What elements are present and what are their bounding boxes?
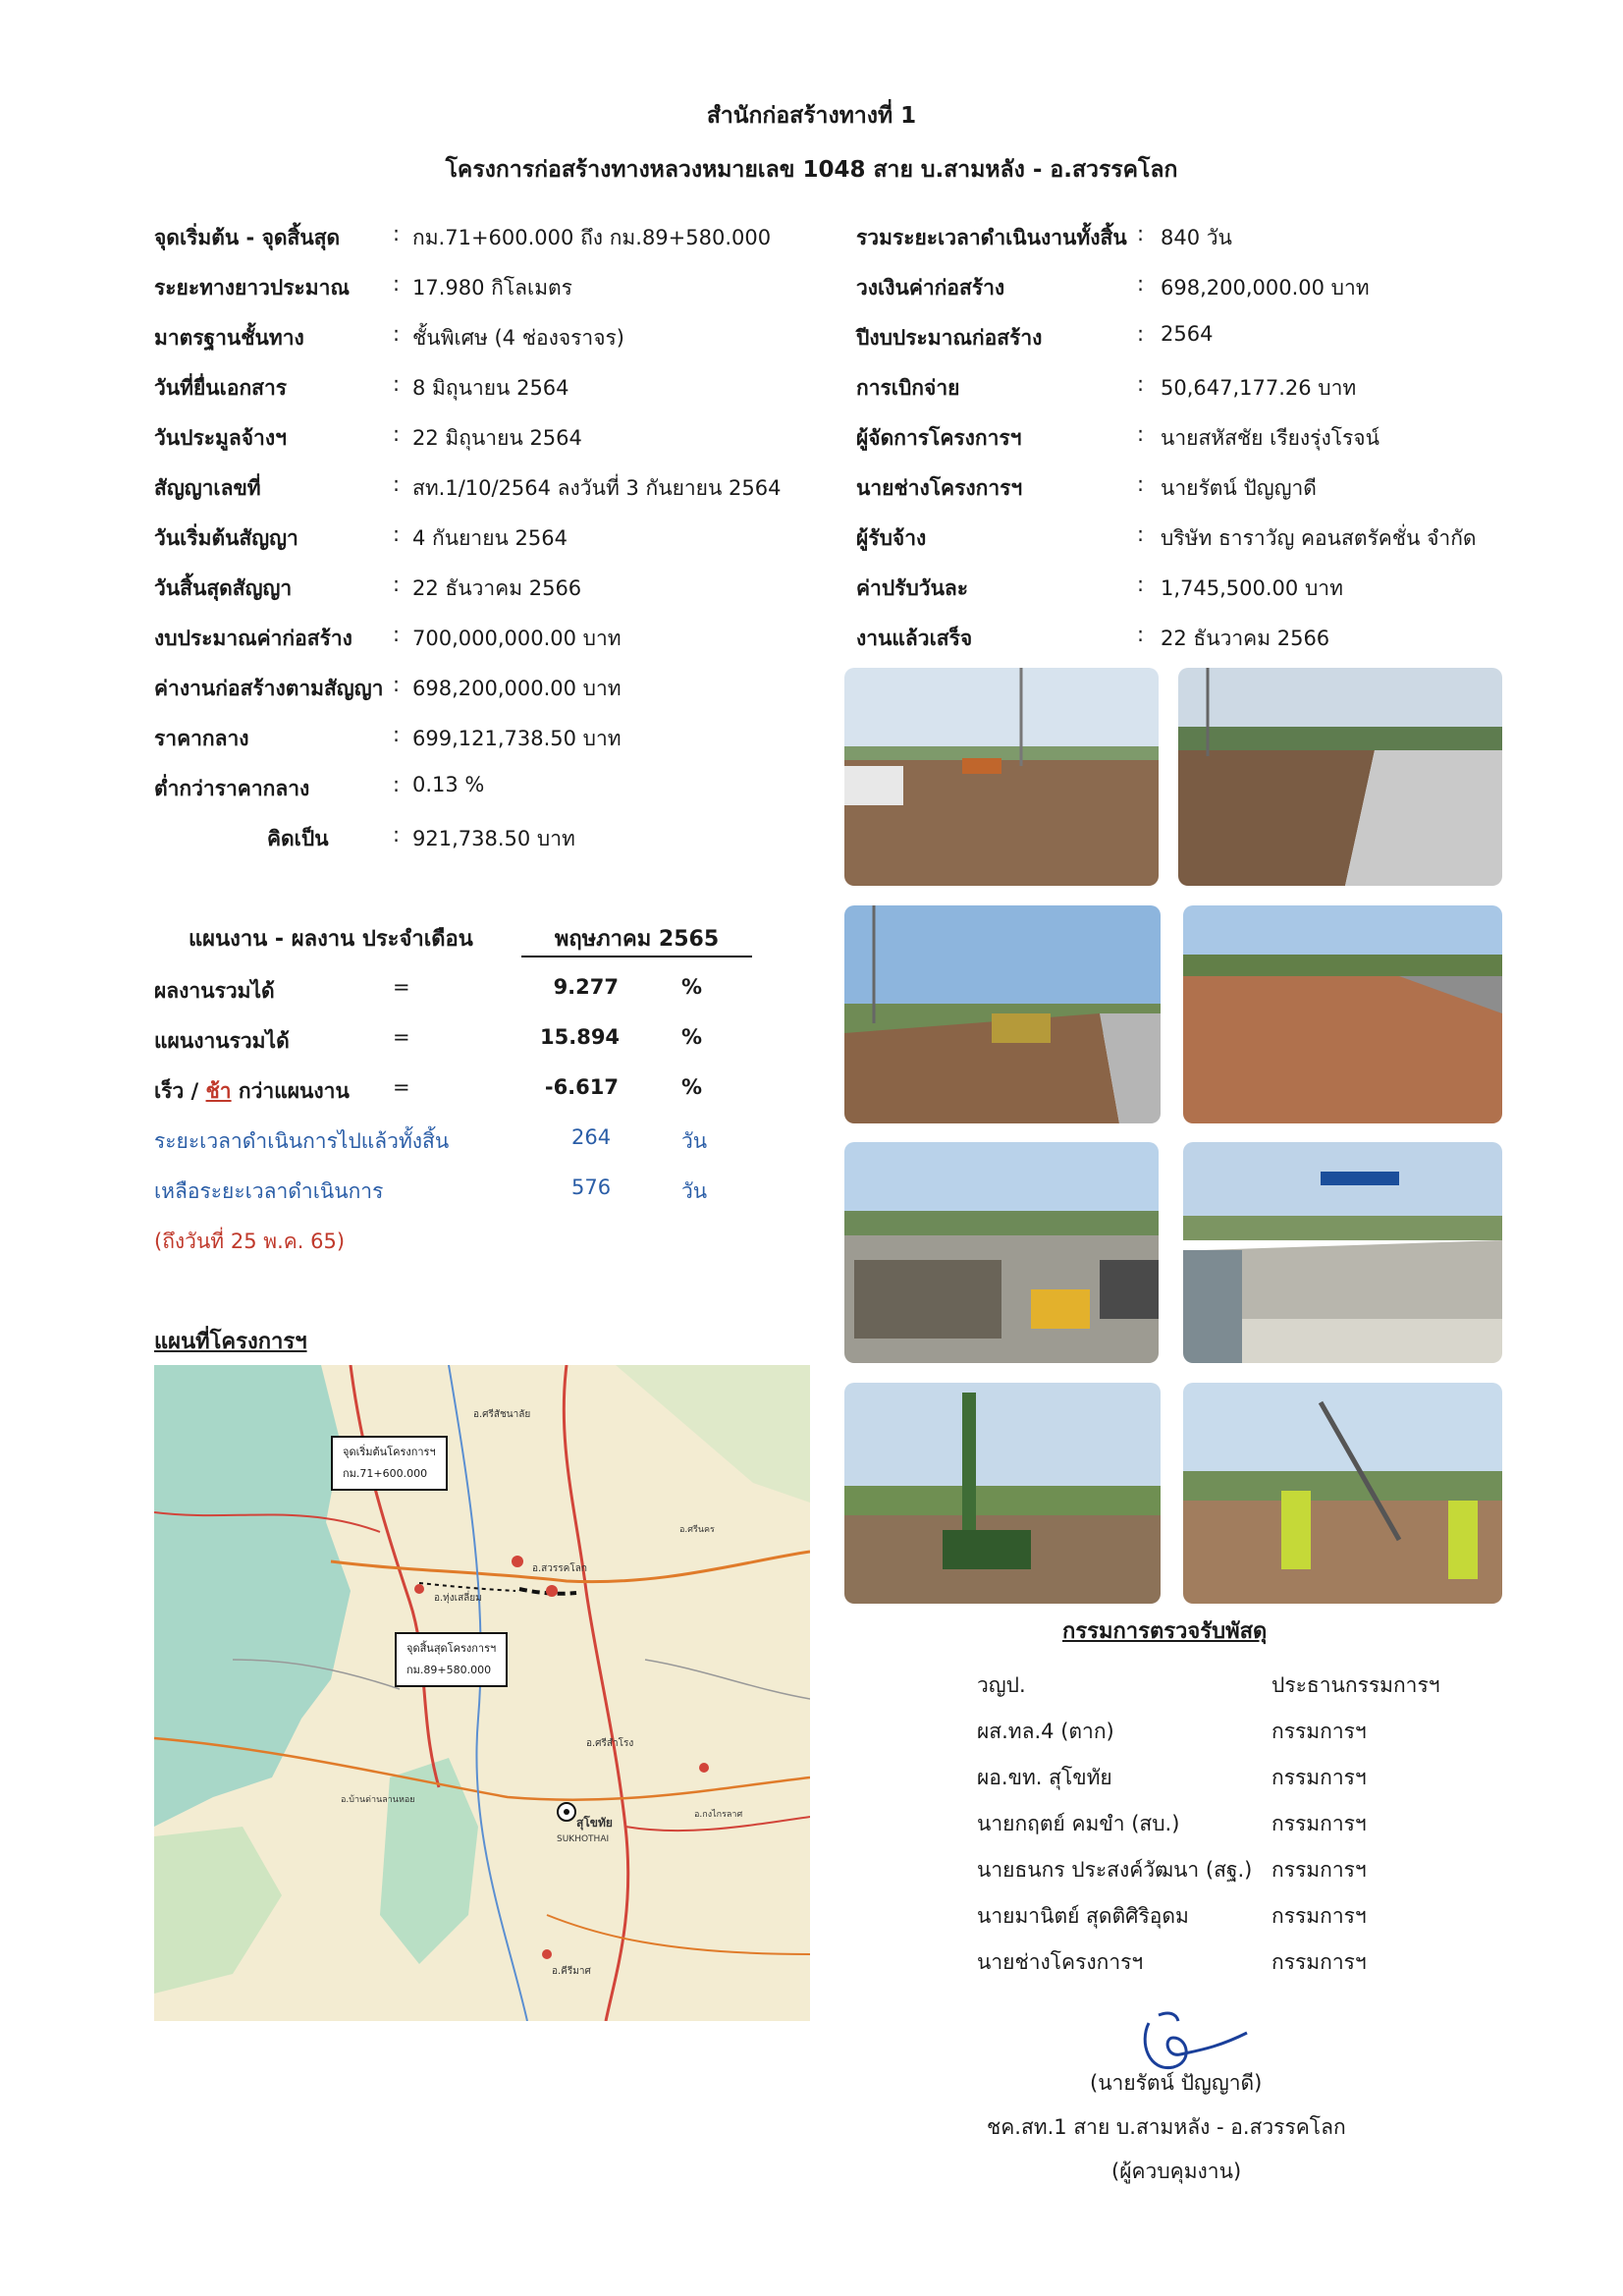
- value-elapsed: 264: [571, 1125, 612, 1149]
- label-contract-price: ค่างานก่อสร้างตามสัญญา: [154, 677, 384, 700]
- committee-member-name: นายกฤตย์ คมขำ (สบ.): [977, 1812, 1180, 1835]
- value-fast-slow: -6.617: [544, 1075, 619, 1099]
- committee-member-name: นายช่างโครงการฯ: [977, 1950, 1144, 1974]
- committee-member-role: กรรมการฯ: [1271, 1766, 1367, 1789]
- value-project-engineer: นายรัตน์ ปัญญาดี: [1161, 476, 1317, 500]
- value-standard: ชั้นพิเศษ (4 ช่องจราจร): [412, 326, 624, 350]
- label-project-manager: ผู้จัดการโครงการฯ: [856, 426, 1022, 450]
- value-total-duration: 840 วัน: [1161, 226, 1232, 249]
- value-actual-progress: 9.277: [553, 975, 619, 999]
- site-photo-5: [844, 1142, 1159, 1363]
- committee-heading: กรรมการตรวจรับพัสดุ: [1062, 1619, 1268, 1644]
- label-total-duration: รวมระยะเวลาดำเนินงานทั้งสิ้น: [856, 226, 1127, 249]
- progress-heading: แผนงาน - ผลงาน ประจำเดือน: [189, 927, 473, 952]
- label-contract-no: สัญญาเลขที่: [154, 476, 261, 500]
- label-elapsed: ระยะเวลาดำเนินการไปแล้วทั้งสิ้น: [154, 1129, 450, 1153]
- label-construction-amount: วงเงินค่าก่อสร้าง: [856, 276, 1005, 300]
- map-label-satchanalai: อ.ศรีสัชนาลัย: [473, 1409, 531, 1420]
- map-label-khiri: อ.คีรีมาศ: [552, 1966, 591, 1977]
- value-budget: 700,000,000.00 บาท: [412, 627, 622, 650]
- map-start-box: จุดเริ่มต้นโครงการฯ กม.71+600.000: [331, 1436, 448, 1491]
- committee-member-role: กรรมการฯ: [1271, 1904, 1367, 1928]
- committee-member-name: นายมานิตย์ สุดติศิริอุดม: [977, 1904, 1189, 1928]
- progress-month: พฤษภาคม 2565: [521, 921, 752, 957]
- label-contract-end: วันสิ้นสุดสัญญา: [154, 576, 293, 600]
- value-median-price: 699,121,738.50 บาท: [412, 727, 622, 750]
- label-planned-progress: แผนงานรวมได้: [154, 1029, 290, 1053]
- value-contract-start: 4 กันยายน 2564: [412, 526, 568, 550]
- signature-position: ชค.สท.1 สาย บ.สามหลัง - อ.สวรรคโลก: [987, 2115, 1346, 2139]
- project-map: [154, 1365, 810, 2021]
- value-construction-amount: 698,200,000.00 บาท: [1161, 276, 1370, 300]
- project-title: โครงการก่อสร้างทางหลวงหมายเลข 1048 สาย บ.สามหลัง - อ.สวรรคโลก: [445, 157, 1178, 183]
- site-photo-7: [844, 1383, 1161, 1604]
- map-label-thungsaliam: อ.ทุ่งเสลี่ยม: [434, 1593, 482, 1604]
- map-label-sukhothai: สุโขทัย: [576, 1816, 613, 1830]
- value-contract-no: สท.1/10/2564 ลงวันที่ 3 กันยายน 2564: [412, 476, 782, 500]
- label-fiscal-year: ปีงบประมาณก่อสร้าง: [856, 326, 1043, 350]
- map-label-samrong: อ.ศรีสำโรง: [586, 1738, 634, 1749]
- committee-member-role: กรรมการฯ: [1271, 1812, 1367, 1835]
- value-contractor: บริษัท ธาราวัญ คอนสตรัคชั่น จำกัด: [1161, 526, 1477, 550]
- label-length: ระยะทางยาวประมาณ: [154, 276, 350, 300]
- value-auction-date: 22 มิถุนายน 2564: [412, 426, 582, 450]
- label-below-median: ต่ำกว่าราคากลาง: [154, 777, 310, 800]
- committee-member-role: กรรมการฯ: [1271, 1720, 1367, 1743]
- value-daily-fine: 1,745,500.00 บาท: [1161, 576, 1343, 600]
- as-of-date: (ถึงวันที่ 25 พ.ค. 65): [154, 1230, 346, 1253]
- label-daily-fine: ค่าปรับวันละ: [856, 576, 969, 600]
- value-remaining: 576: [571, 1175, 612, 1199]
- label-standard: มาตรฐานชั้นทาง: [154, 326, 304, 350]
- committee-member-role: กรรมการฯ: [1271, 1858, 1367, 1882]
- committee-member-role: กรรมการฯ: [1271, 1950, 1367, 1974]
- map-label-banduan: อ.บ้านด่านลานหอย: [341, 1795, 415, 1805]
- site-photo-3: [844, 905, 1161, 1123]
- map-label-sawankhalok: อ.สวรรคโลก: [532, 1563, 587, 1574]
- map-end-box: จุดสิ้นสุดโครงการฯ กม.89+580.000: [395, 1632, 508, 1687]
- committee-member-name: นายธนกร ประสงค์วัฒนา (สฐ.): [977, 1858, 1253, 1882]
- map-graphic: [154, 1365, 810, 2021]
- map-label-krailat: อ.กงไกรลาศ: [694, 1810, 743, 1820]
- value-completion: 22 ธันวาคม 2566: [1161, 627, 1330, 650]
- signature-role: (ผู้ควบคุมงาน): [1111, 2159, 1242, 2183]
- committee-member-role: ประธานกรรมการฯ: [1271, 1673, 1440, 1697]
- value-fiscal-year: 2564: [1161, 322, 1214, 346]
- label-submit-date: วันที่ยื่นเอกสาร: [154, 376, 288, 400]
- value-start-end: กม.71+600.000 ถึง กม.89+580.000: [412, 226, 772, 249]
- site-photo-6: [1183, 1142, 1502, 1363]
- label-fast-slow: เร็ว / ช้า กว่าแผนงาน: [154, 1079, 350, 1103]
- label-project-engineer: นายช่างโครงการฯ: [856, 476, 1023, 500]
- label-contractor: ผู้รับจ้าง: [856, 526, 927, 550]
- office-title: สำนักก่อสร้างทางที่ 1: [706, 103, 917, 129]
- label-amount: คิดเป็น: [267, 827, 329, 850]
- label-actual-progress: ผลงานรวมได้: [154, 979, 275, 1003]
- map-label-sukhothai-en: SUKHOTHAI: [557, 1834, 610, 1844]
- label-disbursement: การเบิกจ่าย: [856, 376, 960, 400]
- value-length: 17.980 กิโลเมตร: [412, 276, 572, 300]
- value-below-median: 0.13 %: [412, 773, 485, 796]
- label-auction-date: วันประมูลจ้างฯ: [154, 426, 287, 450]
- label-budget: งบประมาณค่าก่อสร้าง: [154, 627, 352, 650]
- value-disbursement: 50,647,177.26 บาท: [1161, 376, 1357, 400]
- map-label-srinakhon: อ.ศรีนคร: [679, 1525, 715, 1535]
- label-contract-start: วันเริ่มต้นสัญญา: [154, 526, 298, 550]
- value-contract-price: 698,200,000.00 บาท: [412, 677, 622, 700]
- value-amount: 921,738.50 บาท: [412, 827, 575, 850]
- label-completion: งานแล้วเสร็จ: [856, 627, 973, 650]
- map-heading: แผนที่โครงการฯ: [154, 1330, 307, 1354]
- value-submit-date: 8 มิถุนายน 2564: [412, 376, 569, 400]
- committee-member-name: วญป.: [977, 1673, 1026, 1697]
- committee-member-name: ผอ.ขท. สุโขทัย: [977, 1766, 1112, 1789]
- value-planned-progress: 15.894: [540, 1025, 621, 1049]
- label-start-end: จุดเริ่มต้น - จุดสิ้นสุด: [154, 226, 341, 249]
- site-photo-2: [1178, 668, 1502, 886]
- value-contract-end: 22 ธันวาคม 2566: [412, 576, 582, 600]
- site-photo-4: [1183, 905, 1502, 1123]
- label-remaining: เหลือระยะเวลาดำเนินการ: [154, 1179, 384, 1203]
- committee-member-name: ผส.ทล.4 (ตาก): [977, 1720, 1114, 1743]
- site-photo-8: [1183, 1383, 1502, 1604]
- signature-name: (นายรัตน์ ปัญญาดี): [1090, 2071, 1263, 2095]
- site-photo-1: [844, 668, 1159, 886]
- value-project-manager: นายสหัสชัย เรียงรุ่งโรจน์: [1161, 426, 1380, 450]
- label-median-price: ราคากลาง: [154, 727, 249, 750]
